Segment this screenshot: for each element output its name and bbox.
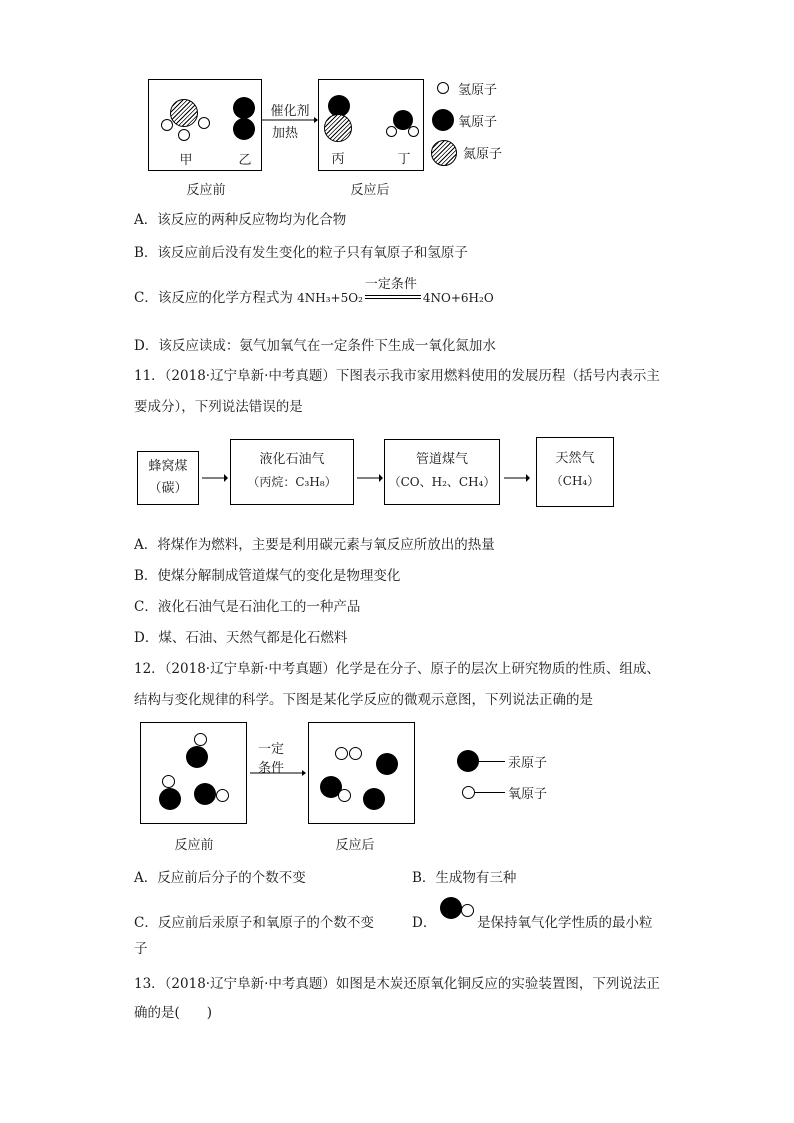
oxygen-atom bbox=[233, 118, 255, 140]
legend-oxygen: 氧原子 bbox=[508, 787, 548, 802]
q11-stem-line2: 要成分），下列说法错误的是 bbox=[134, 399, 303, 415]
q12-option-a: A．反应前后分子的个数不变 bbox=[134, 870, 306, 886]
mercury-atom bbox=[159, 788, 181, 810]
oxygen-legend-icon bbox=[432, 109, 454, 131]
after-label: 反应后 bbox=[350, 183, 390, 198]
hydrogen-atom bbox=[198, 117, 210, 129]
q10-option-c bbox=[134, 277, 494, 307]
flow-box-natural-gas bbox=[536, 437, 614, 507]
q12-stem-line2: 结构与变化规律的科学。下图是某化学反应的微观示意图，下列说法正确的是 bbox=[134, 692, 593, 708]
q10-option-c-products: 4NO+6H₂O bbox=[422, 291, 494, 305]
nitrogen-legend-icon bbox=[431, 140, 457, 166]
oxygen-atom bbox=[194, 733, 207, 746]
flow-arrow-icon bbox=[202, 473, 228, 483]
mercury-atom bbox=[363, 788, 385, 810]
mercury-atom bbox=[376, 753, 398, 775]
legend-mercury: 汞原子 bbox=[508, 756, 548, 771]
arrow-condition-top: 催化剂 bbox=[270, 104, 310, 119]
q12-option-d-prefix: D． bbox=[412, 915, 437, 931]
equals-sign-icon bbox=[365, 295, 421, 299]
mercury-legend-icon bbox=[457, 750, 479, 772]
flow-box-name: 管道煤气 bbox=[415, 452, 468, 467]
q11-option-c: C．液化石油气是石油化工的一种产品 bbox=[134, 599, 361, 615]
flow-arrow-icon bbox=[357, 473, 383, 483]
flow-box-detail: （CH₄） bbox=[550, 474, 600, 488]
flow-box-name: 天然气 bbox=[555, 451, 595, 466]
after-box bbox=[308, 722, 415, 824]
arrow-condition-top: 一定 bbox=[257, 742, 284, 757]
q12-option-d-text: 是保持氧气化学性质的最小粒 bbox=[477, 915, 653, 931]
flow-box-detail: （丙烷：C₃H₈） bbox=[247, 475, 337, 489]
equation-condition bbox=[363, 277, 423, 307]
q12-stem-line1: 12．（2018·辽宁阜新·中考真题）化学是在分子、原子的层次上研究物质的性质、组成、 bbox=[134, 661, 660, 677]
flow-box-name: 蜂窝煤 bbox=[148, 459, 188, 474]
flow-box-detail: （CO、H₂、CH₄） bbox=[388, 475, 496, 489]
q12-option-c: C．反应前后汞原子和氧原子的个数不变 bbox=[134, 915, 374, 931]
q12-option-c-wrap: 子 bbox=[134, 941, 148, 957]
flow-box-honeycomb-coal bbox=[137, 451, 199, 505]
reaction-arrow-icon bbox=[250, 768, 306, 778]
arrow-condition-bottom: 加热 bbox=[271, 126, 298, 141]
reaction-arrow-icon bbox=[262, 115, 318, 125]
ding-label: 丁 bbox=[397, 152, 411, 167]
oxygen-atom bbox=[338, 789, 351, 802]
q10-option-c-prefix: C．该反应的化学方程式为 bbox=[134, 290, 293, 306]
jia-label: 甲 bbox=[179, 153, 193, 168]
bing-label: 丙 bbox=[331, 152, 345, 167]
oxygen-legend-icon bbox=[462, 786, 475, 799]
flow-box-lpg bbox=[230, 439, 354, 505]
legend-line bbox=[479, 761, 505, 762]
flow-box-pipeline-gas bbox=[384, 439, 500, 505]
hydrogen-legend-icon bbox=[437, 82, 449, 94]
mercury-atom bbox=[194, 783, 216, 805]
flow-box-detail: （碳） bbox=[148, 481, 188, 496]
q10-option-d: D．该反应读成：氨气加氧气在一定条件下生成一氧化氮加水 bbox=[134, 338, 496, 354]
mercury-oxide-molecule-icon bbox=[440, 897, 462, 919]
nitrogen-atom bbox=[324, 114, 352, 142]
q11-option-a: A．将煤作为燃料，主要是利用碳元素与氧反应所放出的热量 bbox=[134, 537, 495, 553]
q11-option-b: B．使煤分解制成管道煤气的变化是物理变化 bbox=[134, 568, 401, 584]
oxygen-atom bbox=[349, 747, 362, 760]
oxygen-atom bbox=[335, 747, 348, 760]
q13-stem-line2: 确的是( ) bbox=[134, 1005, 213, 1021]
legend-oxygen: 氧原子 bbox=[458, 115, 498, 130]
after-label: 反应后 bbox=[335, 838, 375, 853]
mercury-atom bbox=[186, 746, 208, 768]
oxygen-atom bbox=[162, 775, 175, 788]
oxygen-atom bbox=[233, 97, 255, 119]
legend-line bbox=[475, 792, 505, 793]
flow-box-name: 液化石油气 bbox=[259, 452, 325, 467]
q10-option-a: A．该反应的两种反应物均为化合物 bbox=[134, 212, 347, 228]
q10-option-b: B．该反应前后没有发生变化的粒子只有氧原子和氢原子 bbox=[134, 245, 468, 261]
q10-option-c-reactants: 4NH₃+5O₂ bbox=[297, 291, 363, 305]
legend-nitrogen: 氮原子 bbox=[463, 147, 503, 162]
hydrogen-atom bbox=[161, 119, 173, 131]
q11-option-d: D．煤、石油、天然气都是化石燃料 bbox=[134, 630, 348, 646]
arrow-condition-bottom: 条件 bbox=[257, 761, 284, 776]
q13-stem-line1: 13．（2018·辽宁阜新·中考真题）如图是木炭还原氧化铜反应的实验装置图，下列说法正 bbox=[134, 976, 660, 992]
equation-condition-text: 一定条件 bbox=[364, 277, 417, 292]
oxygen-atom-icon bbox=[461, 904, 474, 917]
hydrogen-atom bbox=[386, 126, 397, 137]
q12-option-b: B．生成物有三种 bbox=[412, 870, 517, 886]
before-label: 反应前 bbox=[186, 183, 226, 198]
hydrogen-atom bbox=[178, 129, 190, 141]
oxygen-atom bbox=[216, 789, 229, 802]
hydrogen-atom bbox=[408, 126, 419, 137]
yi-label: 乙 bbox=[238, 153, 252, 168]
before-label: 反应前 bbox=[174, 838, 214, 853]
q11-stem-line1: 11．（2018·辽宁阜新·中考真题）下图表示我市家用燃料使用的发展历程（括号内表示主 bbox=[134, 368, 660, 384]
nitrogen-atom bbox=[170, 99, 198, 127]
legend-hydrogen: 氢原子 bbox=[458, 83, 498, 98]
flow-arrow-icon bbox=[504, 473, 530, 483]
